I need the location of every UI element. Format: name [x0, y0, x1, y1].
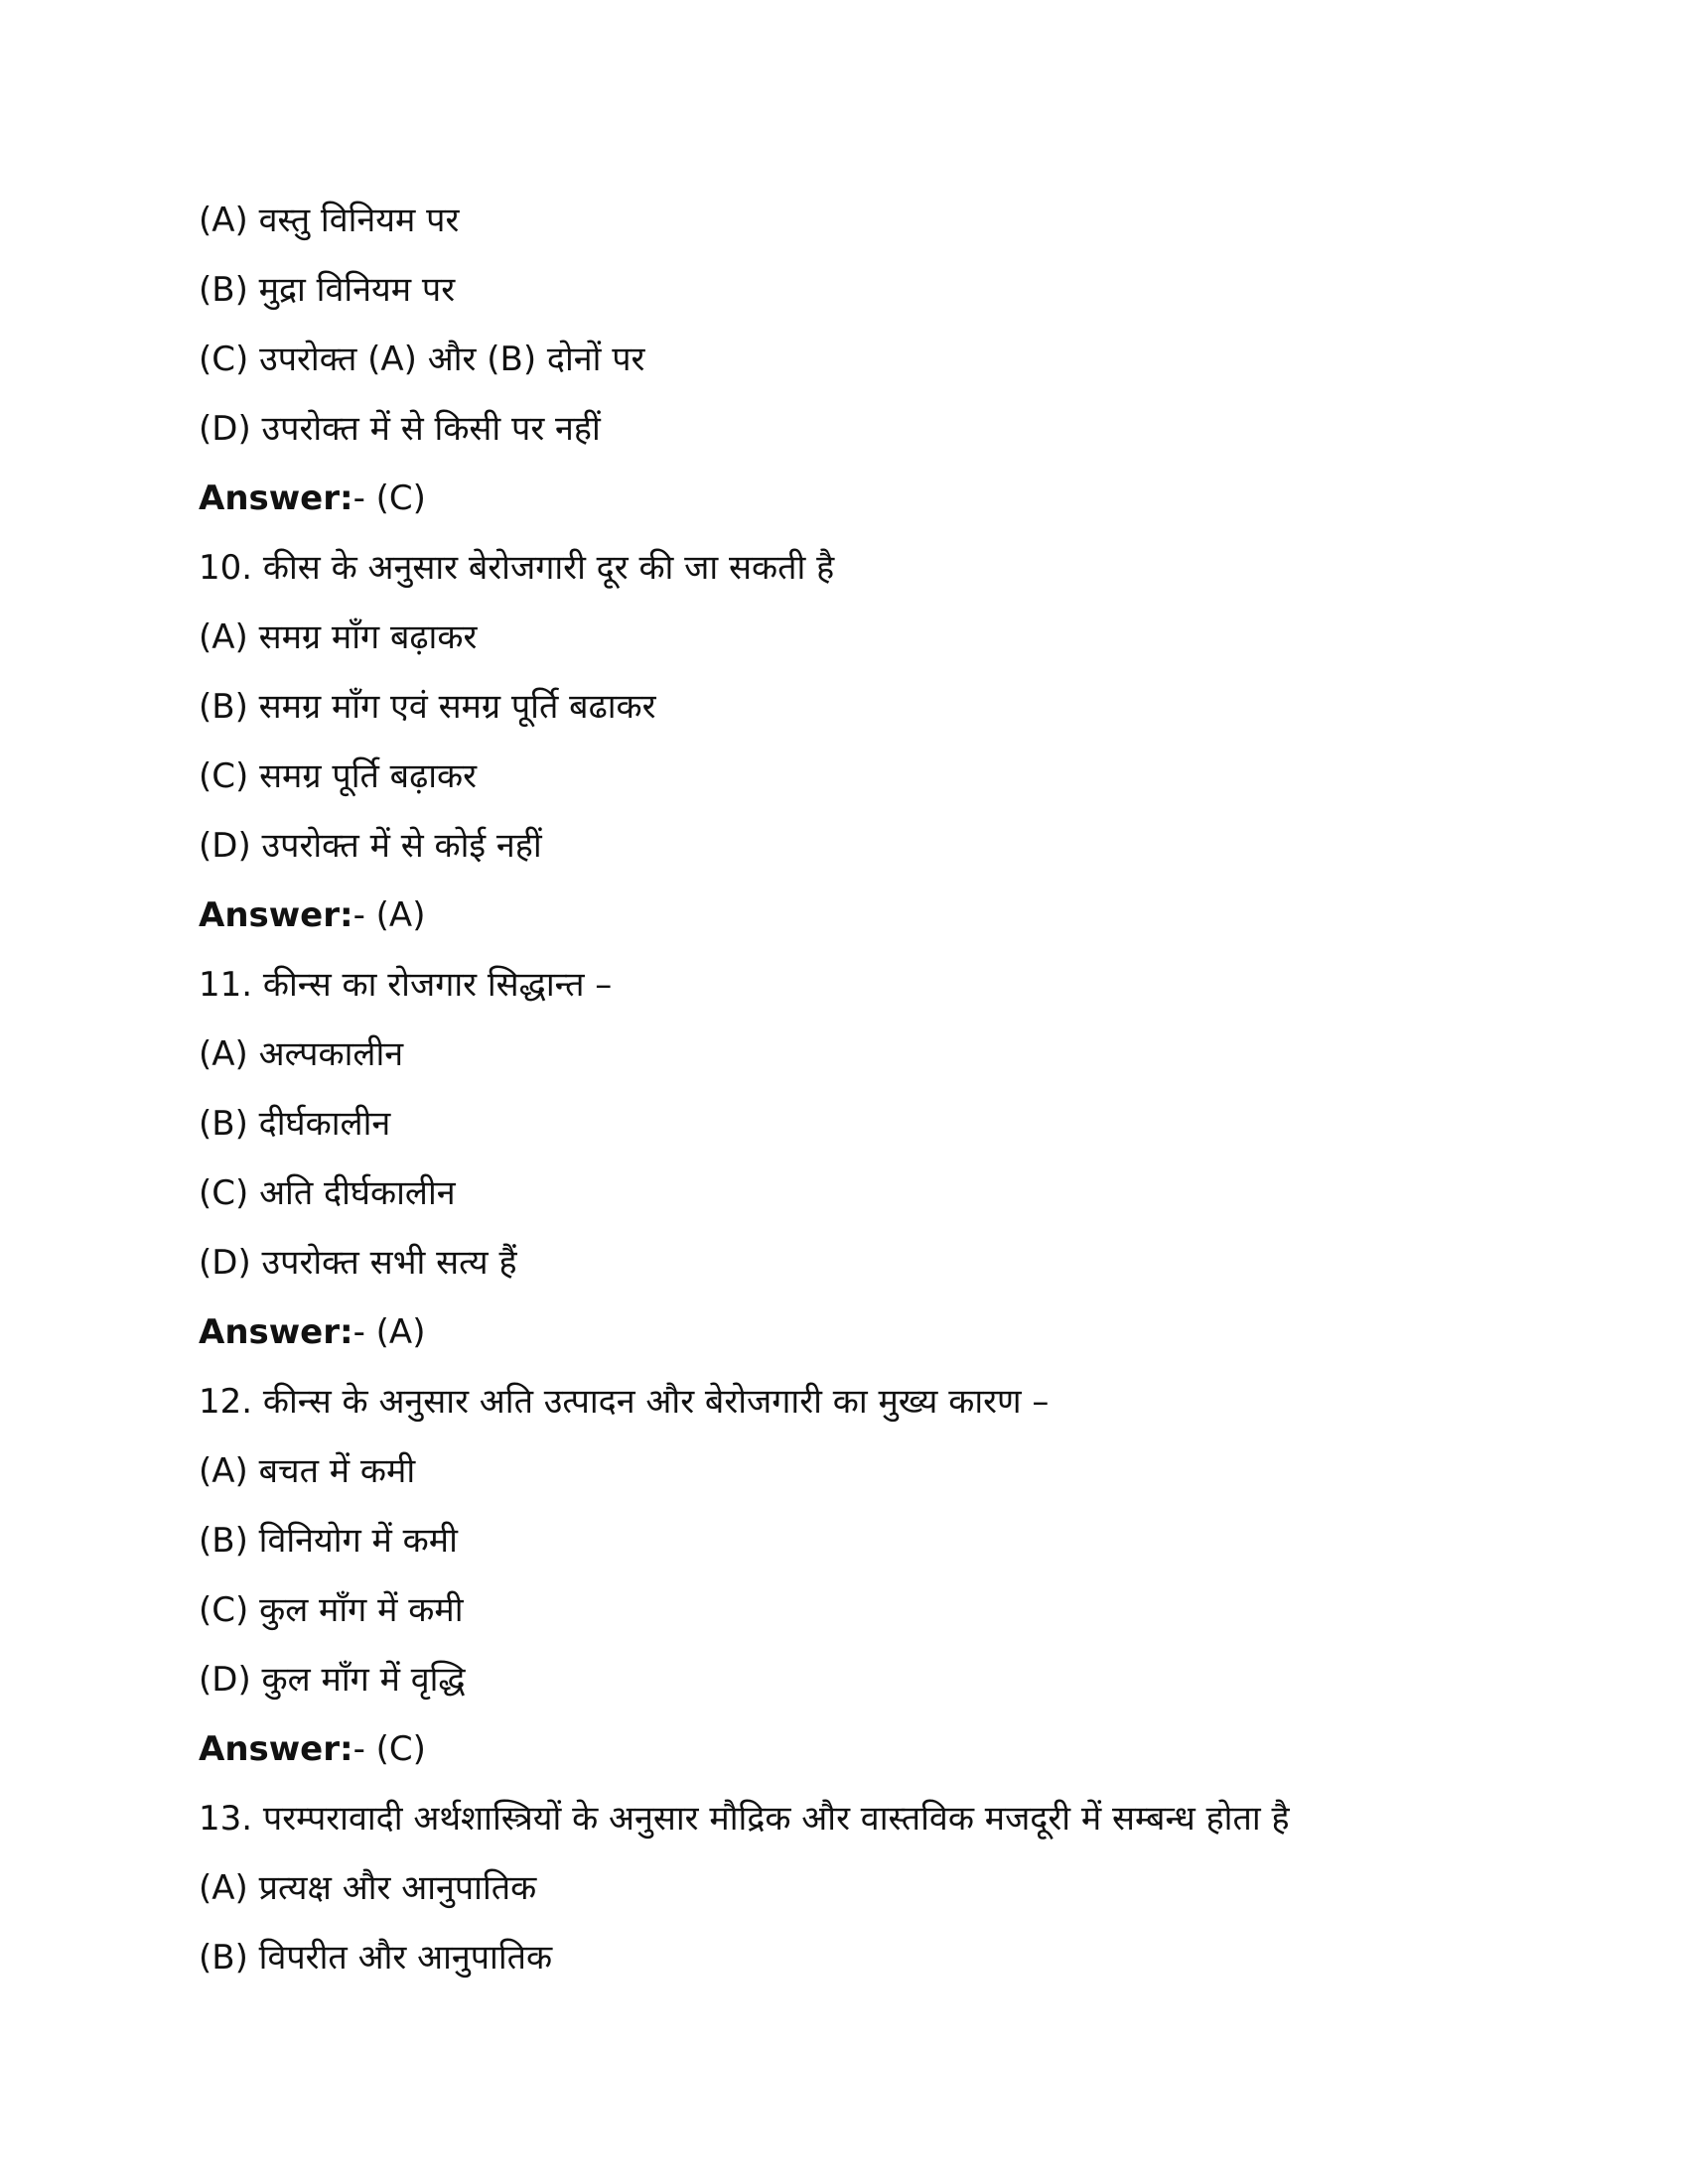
document-body	[199, 192, 1589, 1998]
option-text: (C) समग्र पूर्ति बढ़ाकर	[199, 756, 478, 796]
option-text: (D) उपरोक्त सभी सत्य हैं	[199, 1243, 517, 1283]
answer-label: Answer:	[199, 478, 353, 518]
answer-label: Answer:	[199, 895, 353, 935]
option-text: (B) विपरीत और आनुपातिक	[199, 1938, 553, 1978]
option-text: (A) बचत में कमी	[199, 1451, 416, 1491]
option-text: (A) अल्पकालीन	[199, 1034, 404, 1074]
question-text: 12. कीन्स के अनुसार अति उत्पादन और बेरोजगारी का मुख्य कारण –	[199, 1382, 1050, 1422]
answer-value: - (C)	[352, 478, 426, 518]
answer-line	[199, 887, 1589, 956]
option-text: (A) वस्तु विनियम पर	[199, 201, 460, 240]
option-text: (B) मुद्रा विनियम पर	[199, 270, 456, 310]
answer-line	[199, 1720, 1589, 1790]
option-text: (C) उपरोक्त (A) और (B) दोनों पर	[199, 340, 645, 379]
answer-line	[199, 1303, 1589, 1373]
question-text: 10. कीस के अनुसार बेरोजगारी दूर की जा सकती है	[199, 548, 835, 588]
answer-value: - (C)	[352, 1729, 426, 1769]
question-text: 13. परम्परावादी अर्थशास्त्रियों के अनुसार मौद्रिक और वास्तविक मजदूरी में सम्बन्ध होता है	[199, 1799, 1290, 1839]
option-text: (B) दीर्घकालीन	[199, 1104, 391, 1144]
question-text: 11. कीन्स का रोजगार सिद्धान्त –	[199, 965, 613, 1005]
option-text: (A) समग्र माँग बढ़ाकर	[199, 617, 478, 657]
option-text: (D) कुल माँग में वृद्धि	[199, 1660, 466, 1700]
option-text: (A) प्रत्यक्ष और आनुपातिक	[199, 1868, 537, 1908]
answer-value: - (A)	[352, 895, 426, 935]
option-text: (B) विनियोग में कमी	[199, 1521, 458, 1561]
answer-value: - (A)	[352, 1312, 426, 1352]
option-text: (C) कुल माँग में कमी	[199, 1590, 464, 1630]
answer-label: Answer:	[199, 1729, 353, 1769]
option-text: (C) अति दीर्घकालीन	[199, 1173, 456, 1213]
answer-line	[199, 470, 1589, 539]
option-text: (B) समग्र माँग एवं समग्र पूर्ति बढाकर	[199, 687, 656, 727]
option-text: (D) उपरोक्त में से किसी पर नहीं	[199, 409, 601, 449]
option-text: (D) उपरोक्त में से कोई नहीं	[199, 826, 542, 866]
answer-label: Answer:	[199, 1312, 353, 1352]
